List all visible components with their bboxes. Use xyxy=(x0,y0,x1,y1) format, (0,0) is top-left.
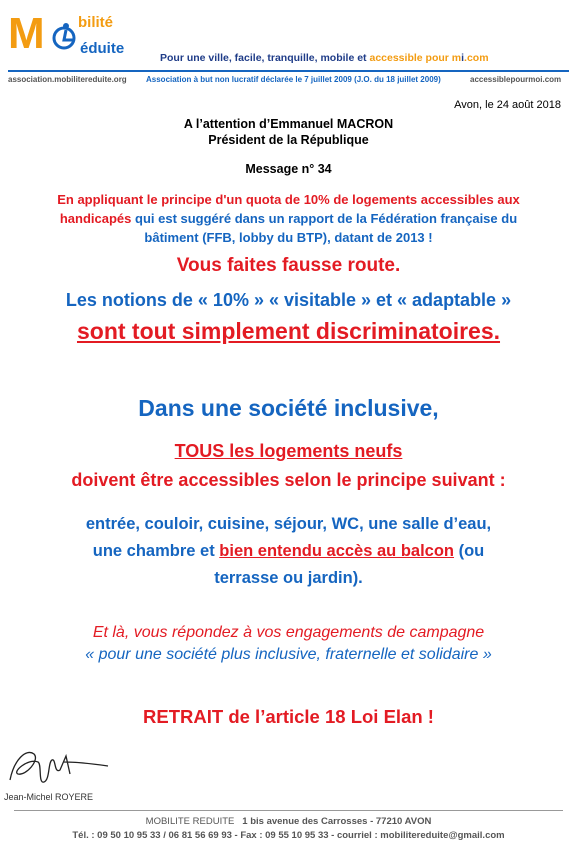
intro-line-3: bâtiment (FFB, lobby du BTP), datant de 2013 ! xyxy=(144,230,433,245)
association-note: Association à but non lucratif déclarée le 7 juillet 2009 (J.O. du 18 juillet 2009) xyxy=(146,75,441,84)
fausse-route-heading: Vous faites fausse route. xyxy=(176,255,401,276)
rooms-paragraph xyxy=(0,511,577,592)
footer-divider xyxy=(14,810,563,811)
wheelchair-icon xyxy=(50,22,80,52)
rooms-chambre: une chambre et xyxy=(92,542,220,560)
tagline-domain: .com xyxy=(464,52,489,64)
rooms-line-1: entrée, couloir, cuisine, séjour, WC, une salle d’eau, xyxy=(85,515,492,533)
notions-line: Les notions de « 10% » « visitable » et « adaptable » xyxy=(65,290,512,310)
intro-paragraph xyxy=(0,190,577,247)
signatory-name: Jean-Michel ROYERE xyxy=(4,792,94,802)
logo-letter-m: M xyxy=(8,9,45,58)
footer-address: 1 bis avenue des Carrosses - 77210 AVON xyxy=(242,816,432,827)
handwritten-signature xyxy=(4,740,114,790)
intro-line-1: En appliquant le principe d'un quota de 10% de logements accessibles aux xyxy=(57,192,520,207)
intro-handicapes: handicapés xyxy=(59,211,132,226)
tagline-accent: accessible pour m xyxy=(369,52,462,64)
logo-word-reduite: éduite xyxy=(80,40,125,57)
letter-date: Avon, le 24 août 2018 xyxy=(454,99,561,111)
recipient-title: Président de la République xyxy=(208,133,369,147)
tagline-main: Pour une ville, facile, tranquille, mobile et xyxy=(160,52,367,64)
site-link-left[interactable]: association.mobilitereduite.org xyxy=(8,75,127,84)
discriminatoires-heading: sont tout simplement discriminatoires. xyxy=(76,318,501,344)
rooms-line-3: terrasse ou jardin). xyxy=(214,569,363,587)
rooms-ou: (ou xyxy=(454,542,485,560)
message-number: Message n° 34 xyxy=(245,162,332,176)
logo-word-mobilite: bilité xyxy=(78,14,114,31)
footer-address-line xyxy=(0,816,577,827)
footer-contact: Tél. : 09 50 10 95 33 / 06 81 56 69 93 - Fax : 09 55 10 95 33 - courriel : mobilitereduite@gmail.com xyxy=(72,830,505,841)
tagline-suffix: i xyxy=(461,52,465,64)
footer-org: MOBILITE REDUITE xyxy=(145,816,235,827)
rooms-balcon: bien entendu accès au balcon xyxy=(219,542,455,560)
societe-inclusive-heading: Dans une société inclusive, xyxy=(138,395,439,421)
engagements-paragraph xyxy=(0,622,577,666)
engagements-line-1: Et là, vous répondez à vos engagements de campagne xyxy=(92,624,485,641)
header-divider xyxy=(8,70,569,72)
engagements-line-2: « pour une société plus inclusive, fraternelle et solidaire » xyxy=(85,646,492,663)
tous-logements-line: TOUS les logements neufs xyxy=(174,441,403,461)
header-tagline xyxy=(160,52,489,64)
mobilite-reduite-logo xyxy=(8,10,158,68)
intro-line-2 xyxy=(0,209,577,228)
doivent-line: doivent être accessibles selon le principe suivant : xyxy=(71,470,506,490)
rooms-line-2 xyxy=(0,538,577,565)
retrait-heading: RETRAIT de l’article 18 Loi Elan ! xyxy=(143,706,434,727)
site-link-right[interactable]: accessiblepourmoi.com xyxy=(470,75,562,84)
attention-line: A l’attention d’Emmanuel MACRON xyxy=(183,117,394,131)
intro-suggested: qui est suggéré dans un rapport de la Fédération française du xyxy=(131,211,518,226)
